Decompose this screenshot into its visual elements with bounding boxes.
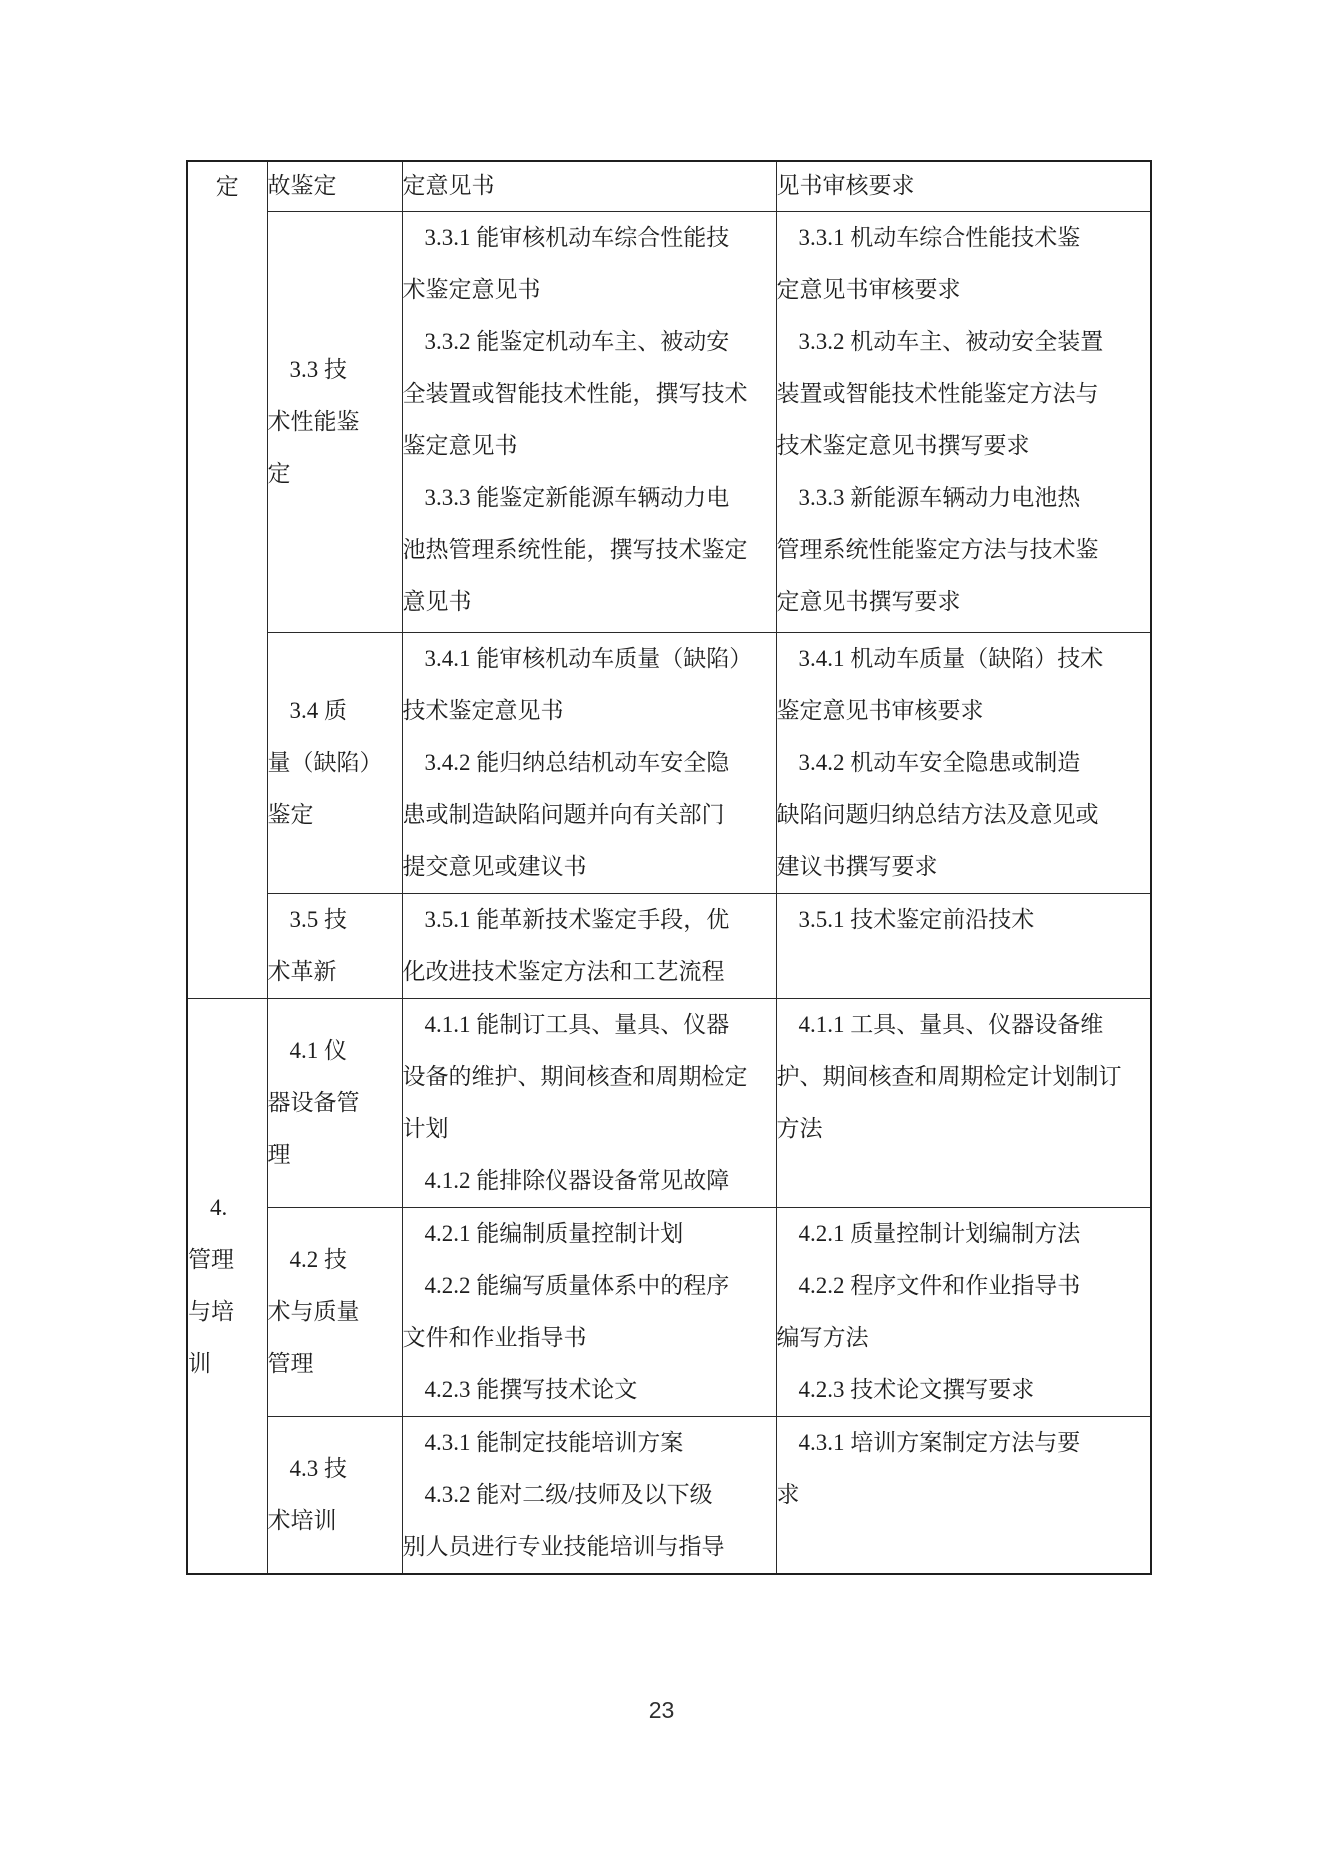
- page-number: 23: [648, 1697, 675, 1723]
- table-row-3-3: [187, 211, 1151, 632]
- cell-label-3-4: [267, 632, 402, 893]
- skill-paragraph: 4.1.1 能制订工具、量具、仪器 设备的维护、期间核查和周期检定 计划: [402, 1011, 748, 1141]
- skill-paragraph: 3.4.2 能归纳总结机动车安全隐 患或制造缺陷问题并向有关部门 提交意见或建议书: [402, 749, 730, 879]
- cell-label-4-2: [267, 1207, 402, 1416]
- cell-skills-4-1: [402, 998, 776, 1207]
- skill-paragraph: 4.1.2 能排除仪器设备常见故障: [424, 1167, 730, 1193]
- table-row-continuation: [187, 161, 1151, 211]
- subcategory-label: 3.3 技 术性能鉴 定: [267, 356, 360, 486]
- skill-paragraph: 3.3.3 能鉴定新能源车辆动力电 池热管理系统性能，撰写技术鉴定 意见书: [402, 484, 748, 614]
- knowledge-paragraph: 3.3.1 机动车综合性能技术鉴 定意见书审核要求: [776, 224, 1081, 302]
- skill-paragraph: 4.2.2 能编写质量体系中的程序 文件和作业指导书: [402, 1272, 730, 1350]
- knowledge-paragraph: 3.3.2 机动车主、被动安全装置 装置或智能技术性能鉴定方法与 技术鉴定意见书撰写要求: [776, 328, 1104, 458]
- skill-paragraph: 4.2.3 能撰写技术论文: [424, 1376, 638, 1402]
- table-row-4-1: [187, 998, 1151, 1207]
- cell-category-3-continuation: [187, 161, 267, 998]
- cell-skills-4-3: [402, 1416, 776, 1574]
- knowledge-paragraph: 4.2.2 程序文件和作业指导书 编写方法: [776, 1272, 1081, 1350]
- cell-skill-continuation: [402, 161, 776, 211]
- cell-skills-3-4: [402, 632, 776, 893]
- cell-label-4-3: [267, 1416, 402, 1574]
- table-row-4-3: [187, 1416, 1151, 1574]
- knowledge-paragraph: 3.3.3 新能源车辆动力电池热 管理系统性能鉴定方法与技术鉴 定意见书撰写要求: [776, 484, 1099, 614]
- cell-knowledge-3-4: [776, 632, 1151, 893]
- cell-knowledge-4-2: [776, 1207, 1151, 1416]
- subcategory-continuation-text: 故鉴定: [267, 173, 337, 199]
- cell-label-4-1: [267, 998, 402, 1207]
- occupational-skill-table: [186, 160, 1152, 1575]
- cell-knowledge-3-3: [776, 211, 1151, 632]
- skill-paragraph: 3.3.2 能鉴定机动车主、被动安 全装置或智能技术性能，撰写技术 鉴定意见书: [402, 328, 748, 458]
- knowledge-paragraph: 3.4.1 机动车质量（缺陷）技术 鉴定意见书审核要求: [776, 645, 1104, 723]
- knowledge-paragraph: 3.4.2 机动车安全隐患或制造 缺陷问题归纳总结方法及意见或 建议书撰写要求: [776, 749, 1099, 879]
- knowledge-paragraph: 4.2.1 质量控制计划编制方法: [798, 1220, 1081, 1246]
- skill-paragraph: 4.3.2 能对二级/技师及以下级 别人员进行专业技能培训与指导: [402, 1481, 725, 1559]
- skill-paragraph: 3.3.1 能审核机动车综合性能技 术鉴定意见书: [402, 224, 730, 302]
- skill-paragraph: 3.5.1 能革新技术鉴定手段，优 化改进技术鉴定方法和工艺流程: [402, 906, 730, 984]
- knowledge-paragraph: 4.3.1 培训方案制定方法与要 求: [776, 1429, 1081, 1507]
- subcategory-label: 3.4 质 量（缺陷） 鉴定: [267, 697, 383, 827]
- cell-skills-4-2: [402, 1207, 776, 1416]
- table-row-4-2: [187, 1207, 1151, 1416]
- cell-subcategory-continuation: [267, 161, 402, 211]
- cell-knowledge-4-1: [776, 998, 1151, 1207]
- subcategory-label: 4.1 仪 器设备管 理: [267, 1037, 360, 1167]
- skill-paragraph: 4.3.1 能制定技能培训方案: [424, 1429, 684, 1455]
- knowledge-paragraph: 4.1.1 工具、量具、仪器设备维 护、期间核查和周期检定计划制订 方法: [776, 1011, 1122, 1141]
- cell-knowledge-continuation: [776, 161, 1151, 211]
- skill-paragraph: 3.4.1 能审核机动车质量（缺陷） 技术鉴定意见书: [402, 645, 753, 723]
- skill-paragraph: 4.2.1 能编制质量控制计划: [424, 1220, 684, 1246]
- cell-knowledge-4-3: [776, 1416, 1151, 1574]
- knowledge-continuation-text: 见书审核要求: [776, 173, 915, 199]
- cell-label-3-5: [267, 893, 402, 998]
- knowledge-paragraph: 3.5.1 技术鉴定前沿技术: [798, 906, 1035, 932]
- skill-continuation-text: 定意见书: [402, 173, 495, 199]
- knowledge-paragraph: 4.2.3 技术论文撰写要求: [798, 1376, 1035, 1402]
- cell-skills-3-5: [402, 893, 776, 998]
- table-row-3-4: [187, 632, 1151, 893]
- category-4-label: 4. 管理 与培 训: [188, 1194, 234, 1376]
- cell-knowledge-3-5: [776, 893, 1151, 998]
- cell-skills-3-3: [402, 211, 776, 632]
- subcategory-label: 4.3 技 术培训: [267, 1455, 347, 1533]
- cell-label-3-3: [267, 211, 402, 632]
- subcategory-label: 4.2 技 术与质量 管理: [267, 1246, 360, 1376]
- cell-category-4: [187, 998, 267, 1574]
- table-row-3-5: [187, 893, 1151, 998]
- category-3-continuation-text: 定: [215, 174, 239, 199]
- subcategory-label: 3.5 技 术革新: [267, 906, 347, 984]
